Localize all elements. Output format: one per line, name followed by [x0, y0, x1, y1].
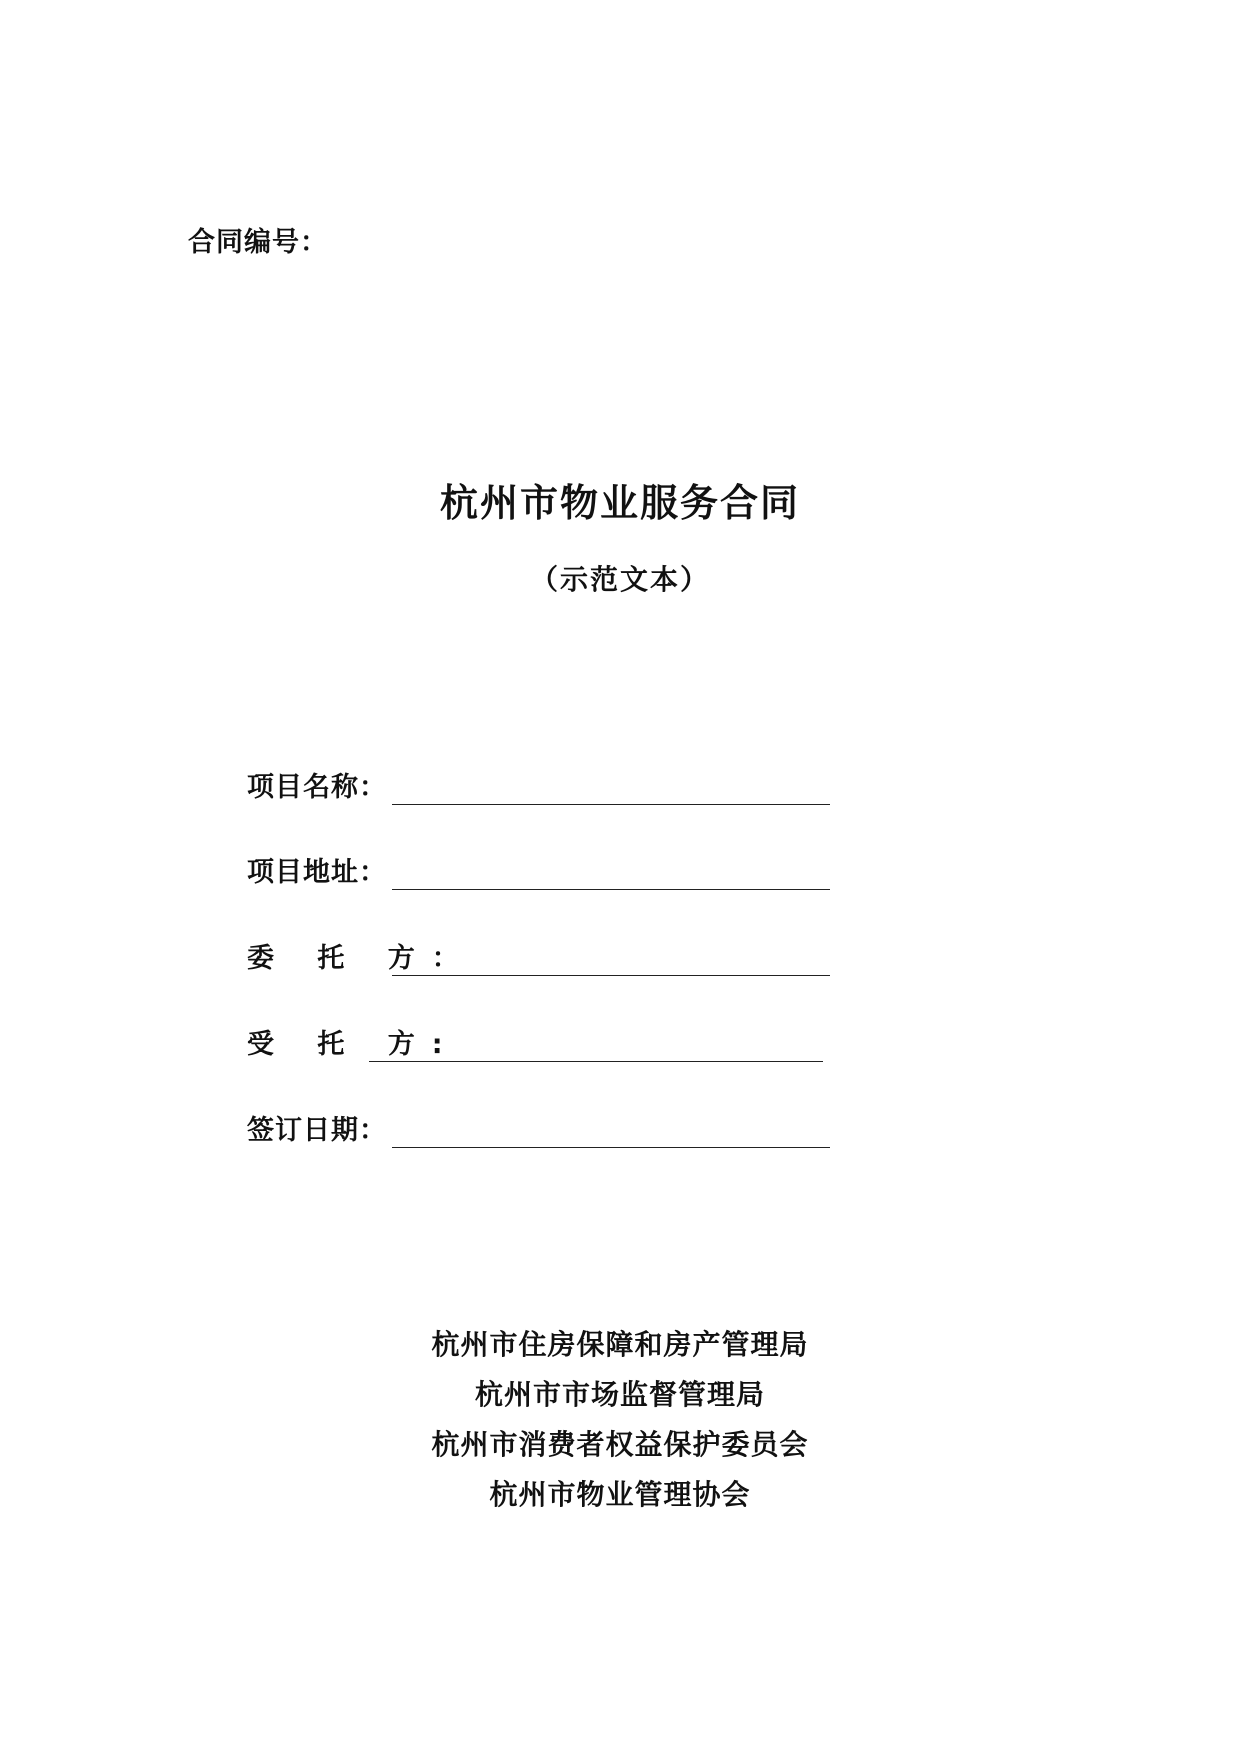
client-field — [247, 939, 847, 979]
contractor-blank-line — [369, 1061, 823, 1062]
project-name-field — [247, 768, 847, 808]
issuing-organizations — [0, 1320, 1240, 1520]
issuer-consumer-protection-committee: 杭州市消费者权益保护委员会 — [431, 1428, 809, 1461]
client-label: 委 托 方： — [247, 943, 476, 974]
document-title: 杭州市物业服务合同 — [439, 481, 800, 525]
contractor-field — [247, 1025, 847, 1065]
issuer-housing-bureau: 杭州市住房保障和房产管理局 — [431, 1328, 809, 1361]
contractor-label: 受 托 方: — [247, 1029, 460, 1060]
project-address-label: 项目地址： — [247, 857, 387, 888]
project-address-field — [247, 853, 847, 893]
project-name-label: 项目名称： — [247, 772, 387, 803]
signing-date-label: 签订日期： — [247, 1115, 387, 1146]
document-subtitle: （示范文本） — [529, 563, 710, 596]
signing-date-field — [247, 1111, 847, 1151]
project-address-blank-line — [392, 889, 830, 890]
project-name-blank-line — [392, 804, 830, 805]
client-blank-line — [392, 975, 830, 976]
issuer-property-management-association: 杭州市物业管理协会 — [489, 1478, 751, 1511]
contract-number-label: 合同编号： — [188, 227, 328, 258]
issuer-market-regulation-bureau: 杭州市市场监督管理局 — [474, 1378, 765, 1411]
signing-date-blank-line — [392, 1147, 830, 1148]
